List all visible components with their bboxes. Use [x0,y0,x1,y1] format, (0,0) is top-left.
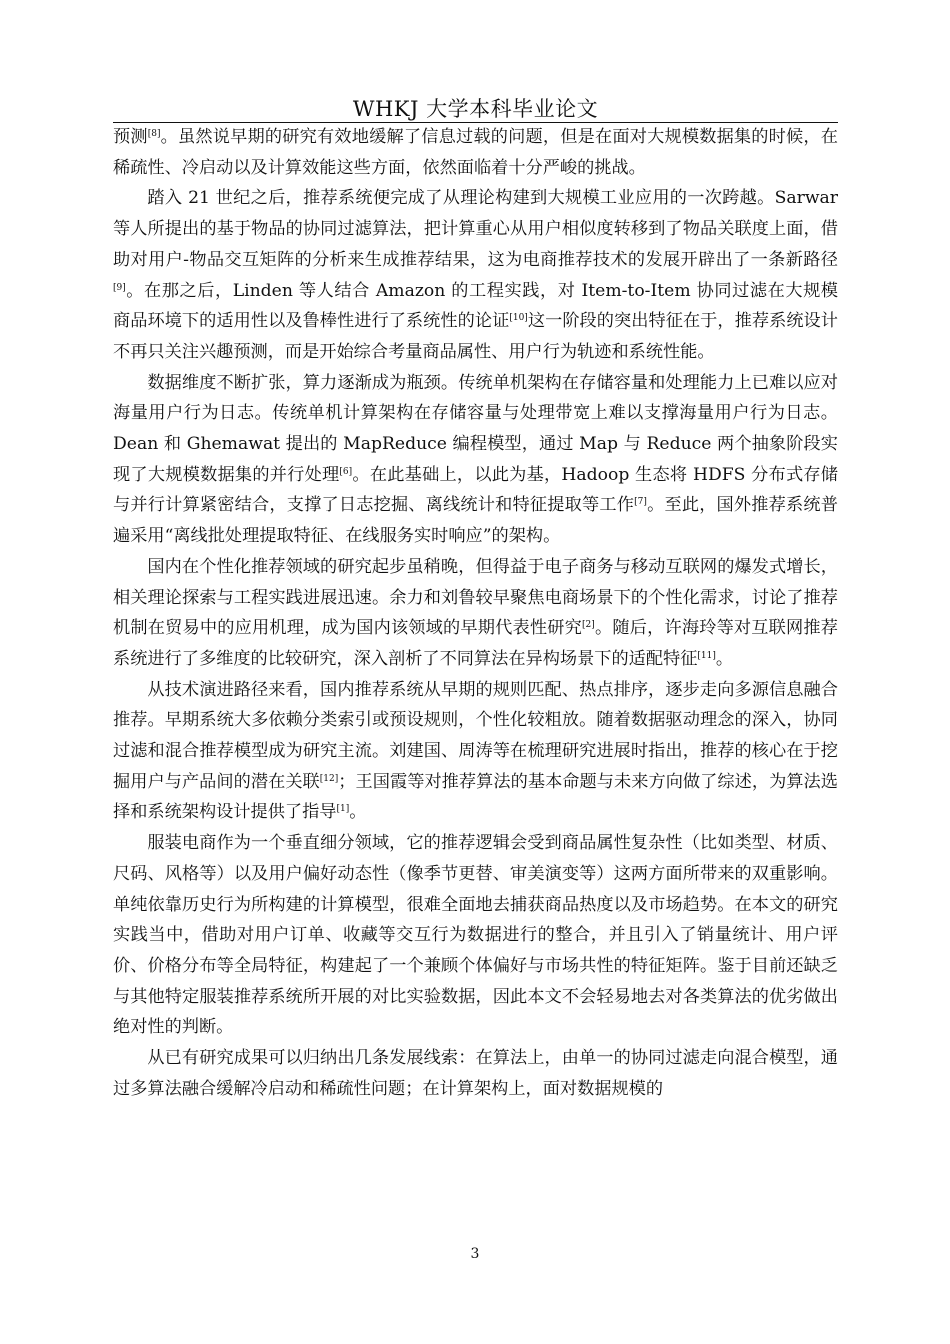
paragraph-text: 国内在个性化推荐领域的研究起步虽稍晚，但得益于电子商务与移动互联网的爆发式增长，相关理论探索与工程实践进展迅速。余力和刘鲁较早聚焦电商场景下的个性化需求，讨论了推荐机制在贸易中的应用机理，成为国内该领域的早期代表性研究 [113,556,838,639]
paragraph [113,183,838,367]
paragraph [113,122,838,183]
citation-ref: [6] [339,466,353,477]
paragraph-text: 。 [349,802,367,823]
citation-ref: [11] [697,650,716,661]
paragraph [113,1043,838,1104]
citation-ref: [7] [634,497,647,508]
paragraph-text: 。在此基础上，以此为基，Hadoop 生态将 HDFS 分布式存储与并行计算紧密结合，支撑了日志挖掘、离线统计和特征提取等工作 [113,464,838,516]
paragraph-text: 。在那之后，Linden 等人结合 Amazon 的工程实践，对 Item-to-Item 协同过滤在大规模商品环境下的适用性以及鲁棒性进行了系统性的论证 [113,280,838,332]
running-header: WHKJ 大学本科毕业论文 [352,97,599,121]
paragraph-text: ；王国霞等对推荐算法的基本命题与未来方向做了综述，为算法选择和系统架构设计提供了指导 [113,771,838,823]
paragraph-text: 从技术演进路径来看，国内推荐系统从早期的规则匹配、热点排序，逐步走向多源信息融合推荐。早期系统大多依赖分类索引或预设规则，个性化较粗放。随着数据驱动理念的深入，协同过滤和混合推荐模型成为研究主流。刘建国、周涛等在梳理研究进展时指出，推荐的核心在于挖掘用户与产品间的潜在关联 [113,679,838,792]
paragraph-text: 数据维度不断扩张，算力逐渐成为瓶颈。传统单机架构在存储容量和处理能力上已难以应对海量用户行为日志。传统单机计算架构在存储容量与处理带宽上难以支撑海量用户行为日志。Dean 和 Ghemawat 提出的 MapReduce 编程模型，通过 Map 与 Reduce 两个抽象阶段实现了大规模数据集的并行处理 [113,372,838,485]
citation-ref: [10] [509,313,528,324]
citation-ref: [2] [582,620,595,631]
paragraph-text: 服装电商作为一个垂直细分领域，它的推荐逻辑会受到商品属性复杂性（比如类型、材质、尺码、风格等）以及用户偏好动态性（像季节更替、审美演变等）这两方面所带来的双重影响。单纯依靠历史行为所构建的计算模型，很难全面地去捕获商品热度以及市场趋势。在本文的研究实践当中，借助对用户订单、收藏等交互行为数据进行的整合，并且引入了销量统计、用户评价、价格分布等全局特征，构建起了一个兼顾个体偏好与市场共性的特征矩阵。鉴于目前还缺乏与其他特定服装推荐系统所开展的对比实验数据，因此本文不会轻易地去对各类算法的优劣做出绝对性的判断。 [113,833,838,1038]
paragraph-text: 。至此，国外推荐系统普遍采用“离线批处理提取特征、在线服务实时响应”的架构。 [113,495,838,547]
paragraph [113,368,838,552]
paragraph-text: 预测 [113,127,148,147]
citation-ref: [9] [113,282,126,293]
page-number: 3 [470,1246,480,1262]
citation-ref: [12] [319,773,339,784]
paragraph-text: 。虽然说早期的研究有效地缓解了信息过载的问题，但是在面对大规模数据集的时候，在稀疏性、冷启动以及计算效能这些方面，依然面临着十分严峻的挑战。 [113,127,838,178]
paragraph [113,828,838,1043]
paragraph-text: 这一阶段的突出特征在于，推荐系统设计不再只关注兴趣预测，而是开始综合考量商品属性、用户行为轨迹和系统性能。 [113,311,838,362]
paragraph-text: 。随后，许海玲等对互联网推荐系统进行了多维度的比较研究，深入剖析了不同算法在异构场景下的适配特征 [113,618,838,669]
paragraph [113,675,838,829]
citation-ref: [1] [336,804,350,815]
paragraph-text: 。 [715,648,734,669]
citation-ref: [8] [147,129,161,139]
paragraph-text: 从已有研究成果可以归纳出几条发展线索：在算法上，由单一的协同过滤走向混合模型，通过多算法融合缓解冷启动和稀疏性问题；在计算架构上，面对数据规模的 [113,1048,838,1099]
paragraph [113,552,838,675]
paragraph-text: 踏入 21 世纪之后，推荐系统便完成了从理论构建到大规模工业应用的一次跨越。Sarwar 等人所提出的基于物品的协同过滤算法，把计算重心从用户相似度转移到了物品关联度上面，借助对用户-物品交互矩阵的分析来生成推荐结果，这为电商推荐技术的发展开辟出了一条新路径 [113,188,838,270]
body-text [113,122,838,1105]
